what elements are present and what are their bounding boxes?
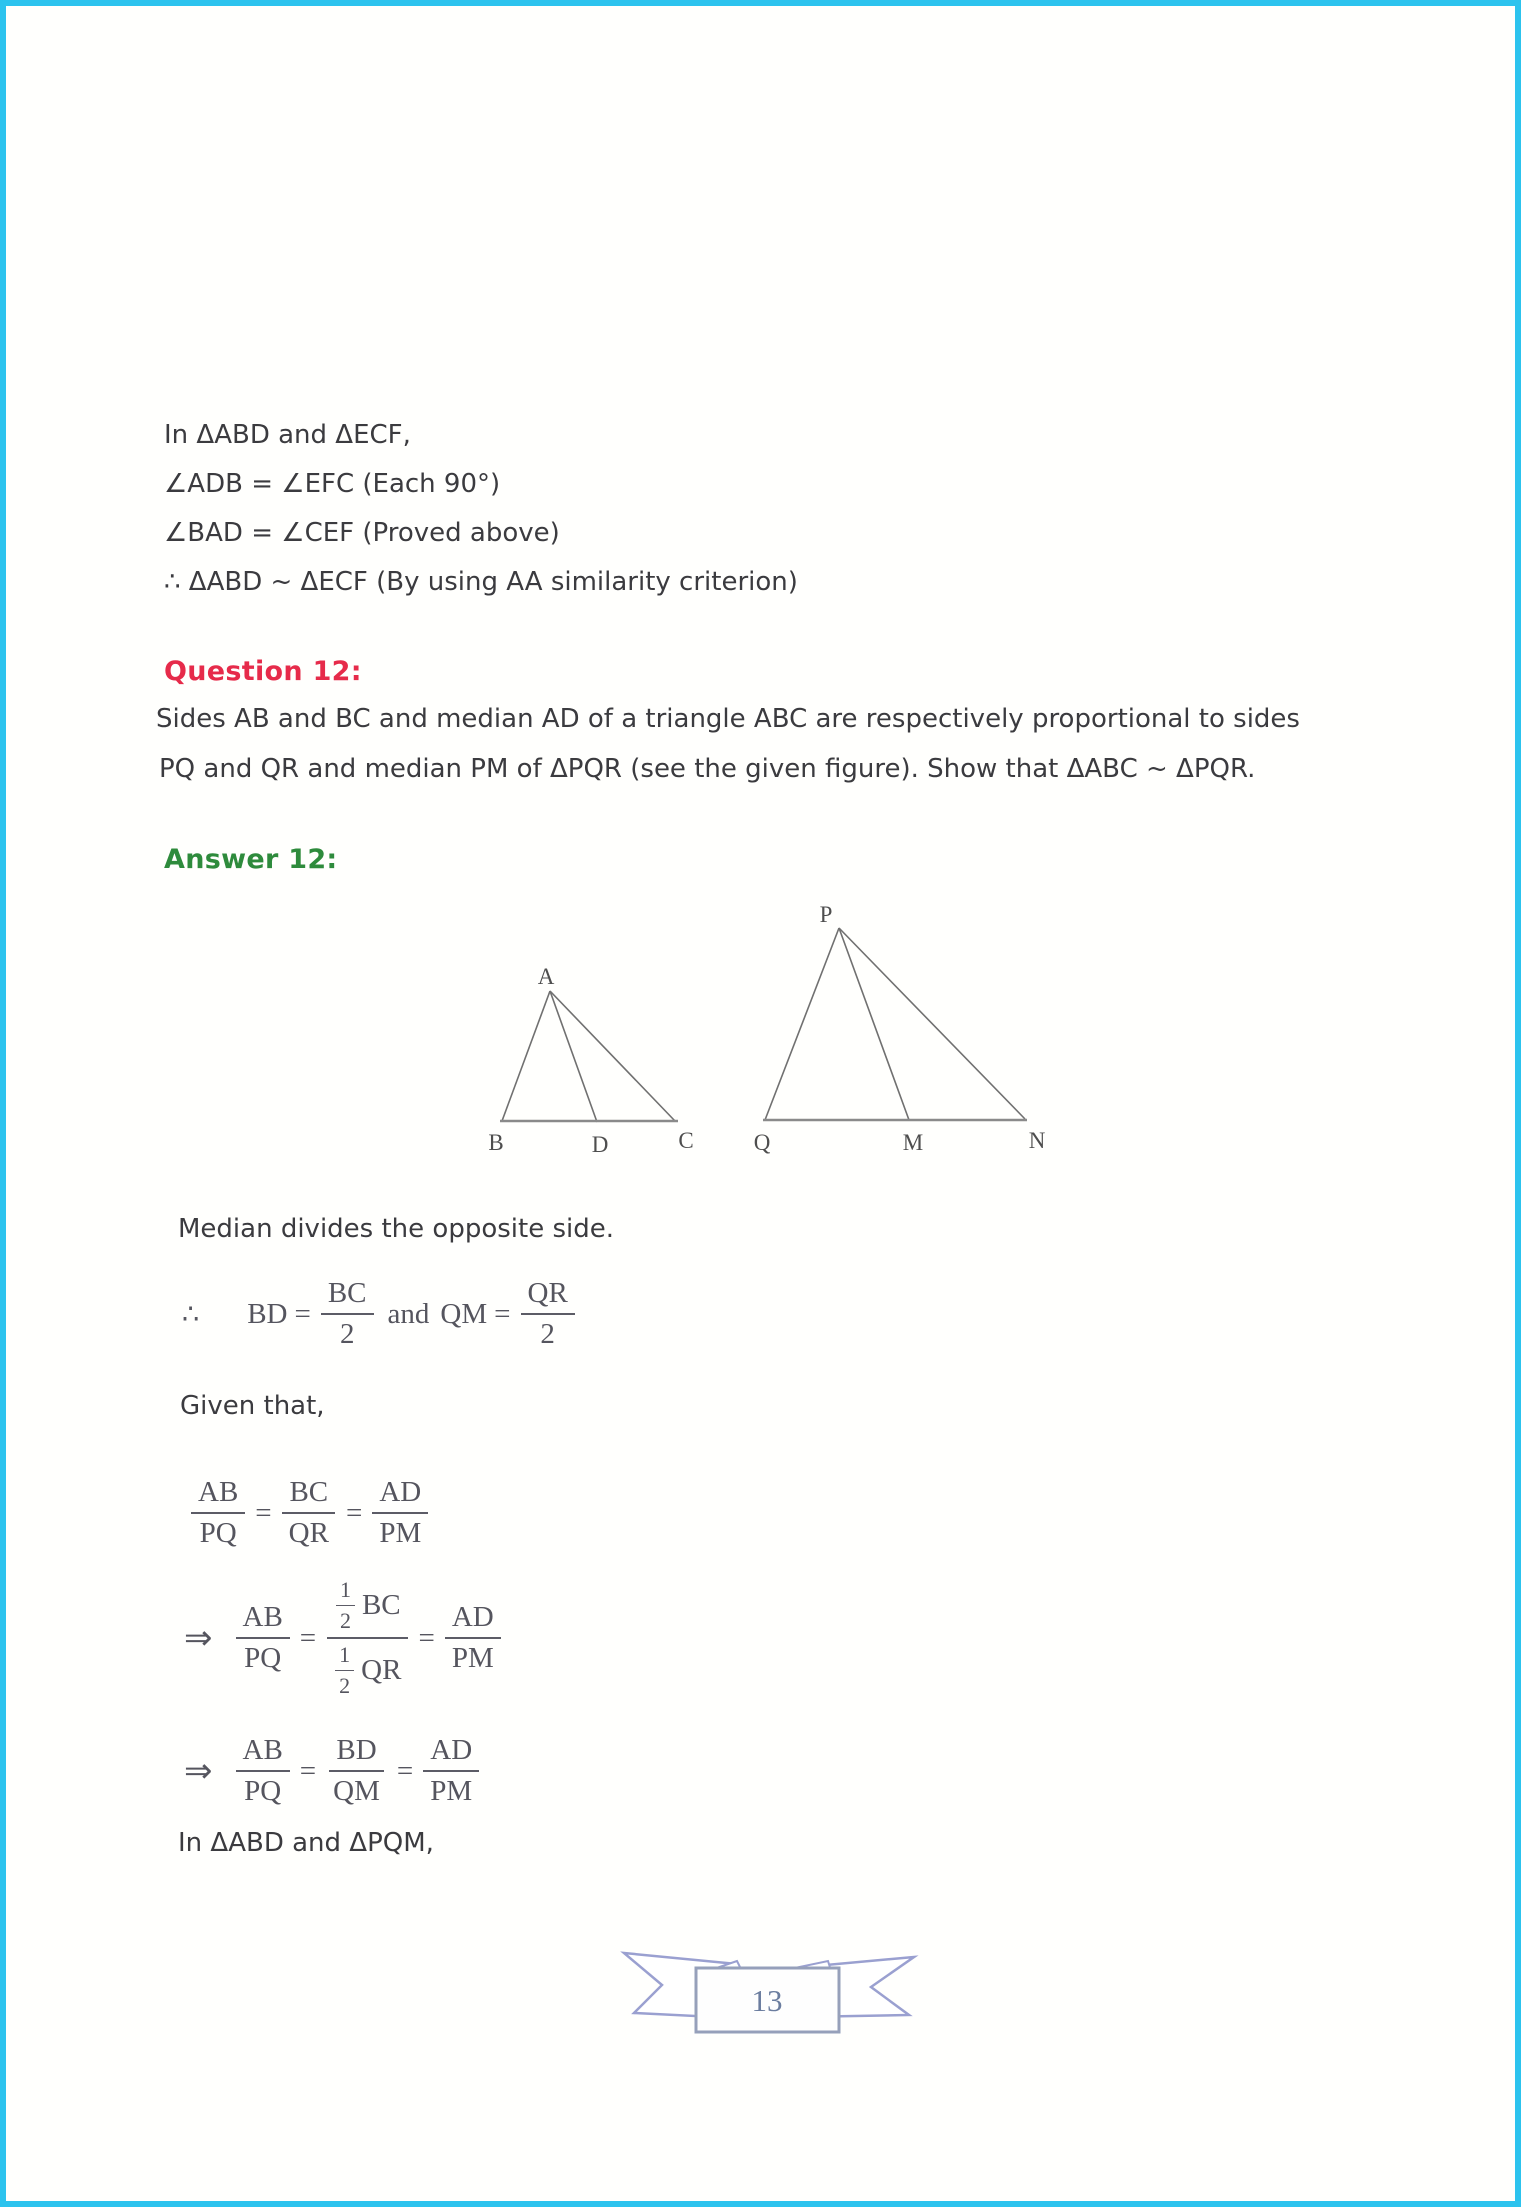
label-D: D (591, 1132, 609, 1157)
fraction-AD-PM: $\frac{AD}{PM}$ (372, 1476, 428, 1550)
given-label: Given that, (180, 1391, 325, 1421)
equals-sign: = (494, 1297, 511, 1330)
fraction-AD-PM: $\frac{AD}{PM}$ (423, 1734, 479, 1808)
equals-sign: = (345, 1496, 363, 1529)
fraction-BD-QM: $\frac{BD}{QM}$ (326, 1734, 387, 1808)
conjunction-and: and (387, 1297, 430, 1330)
fraction-one-half: $\frac{1}{2}$ (335, 1642, 354, 1699)
fraction-BC-2: $\frac{BC}{2}$ (321, 1277, 374, 1351)
equals-sign: = (299, 1621, 317, 1654)
proof-line-2: ∠ADB = ∠EFC (Each 90°) (164, 469, 501, 499)
label-Q: Q (753, 1130, 771, 1155)
implies-arrow-icon: ⇒ (184, 1620, 213, 1657)
proof-block (164, 411, 798, 607)
triangles-figure (446, 896, 1066, 1166)
proof-line-3: ∠BAD = ∠CEF (Proved above) (164, 518, 560, 548)
equals-sign: = (299, 1754, 317, 1787)
edge-PN (839, 928, 1025, 1119)
question-text-line2: PQ and QR and median PM of ΔPQR (see the given figure). Show that ΔABC ~ ΔPQR. (159, 754, 1256, 784)
fraction-QR-2: $\frac{QR}{2}$ (521, 1277, 575, 1351)
edge-PQ (765, 928, 839, 1120)
median-AD (550, 991, 597, 1122)
fraction-AB-PQ: $\frac{AB}{PQ}$ (236, 1601, 290, 1675)
edge-AB (502, 991, 550, 1121)
label-C: C (678, 1128, 694, 1153)
equals-sign: = (255, 1496, 272, 1529)
median-note: Median divides the opposite side. (178, 1214, 614, 1244)
proof-line-4: ∴ ΔABD ~ ΔECF (By using AA similarity criterion) (164, 567, 798, 597)
equation-final (184, 1734, 482, 1808)
median-PM (839, 928, 909, 1120)
closing-line: In ΔABD and ΔPQM, (178, 1828, 434, 1858)
fraction-AD-PM: $\frac{AD}{PM}$ (445, 1601, 501, 1675)
term-BC: BC (361, 1589, 401, 1621)
edge-AC (550, 991, 675, 1121)
therefore-symbol: ∴ (182, 1298, 200, 1329)
label-M: M (902, 1130, 924, 1155)
equation-given (188, 1476, 431, 1550)
vertex-labels (488, 902, 1045, 1157)
triangle-edges (502, 928, 1025, 1122)
fraction-halfBC-halfQR (326, 1577, 408, 1699)
fraction-one-half: $\frac{1}{2}$ (336, 1577, 355, 1634)
equals-sign: = (294, 1297, 311, 1330)
page-number: 13 (751, 1983, 783, 2018)
fraction-BC-QR: $\frac{BC}{QR}$ (282, 1476, 336, 1550)
page-number-ribbon (619, 1947, 919, 2042)
term-QR: QR (361, 1654, 402, 1686)
question-text-line1: Sides AB and BC and median AD of a triangle ABC are respectively proportional to sides (156, 704, 1300, 734)
label-A: A (537, 964, 555, 989)
term-QM: QM (440, 1297, 488, 1330)
equals-sign: = (418, 1621, 435, 1654)
proof-line-1: In ΔABD and ΔECF, (164, 420, 411, 450)
equation-median (182, 1277, 578, 1351)
label-B: B (488, 1130, 504, 1155)
label-P: P (819, 902, 833, 927)
fraction-AB-PQ: $\frac{AB}{PQ}$ (191, 1476, 245, 1550)
answer-heading: Answer 12: (164, 844, 338, 875)
triangle-baselines (500, 1120, 1027, 1121)
implies-arrow-icon: ⇒ (184, 1753, 213, 1790)
fraction-AB-PQ: $\frac{AB}{PQ}$ (236, 1734, 290, 1808)
equals-sign: = (396, 1754, 414, 1787)
question-heading: Question 12: (164, 656, 362, 687)
equation-half (184, 1577, 504, 1699)
term-BD: BD (247, 1297, 288, 1330)
label-N: N (1028, 1128, 1046, 1153)
